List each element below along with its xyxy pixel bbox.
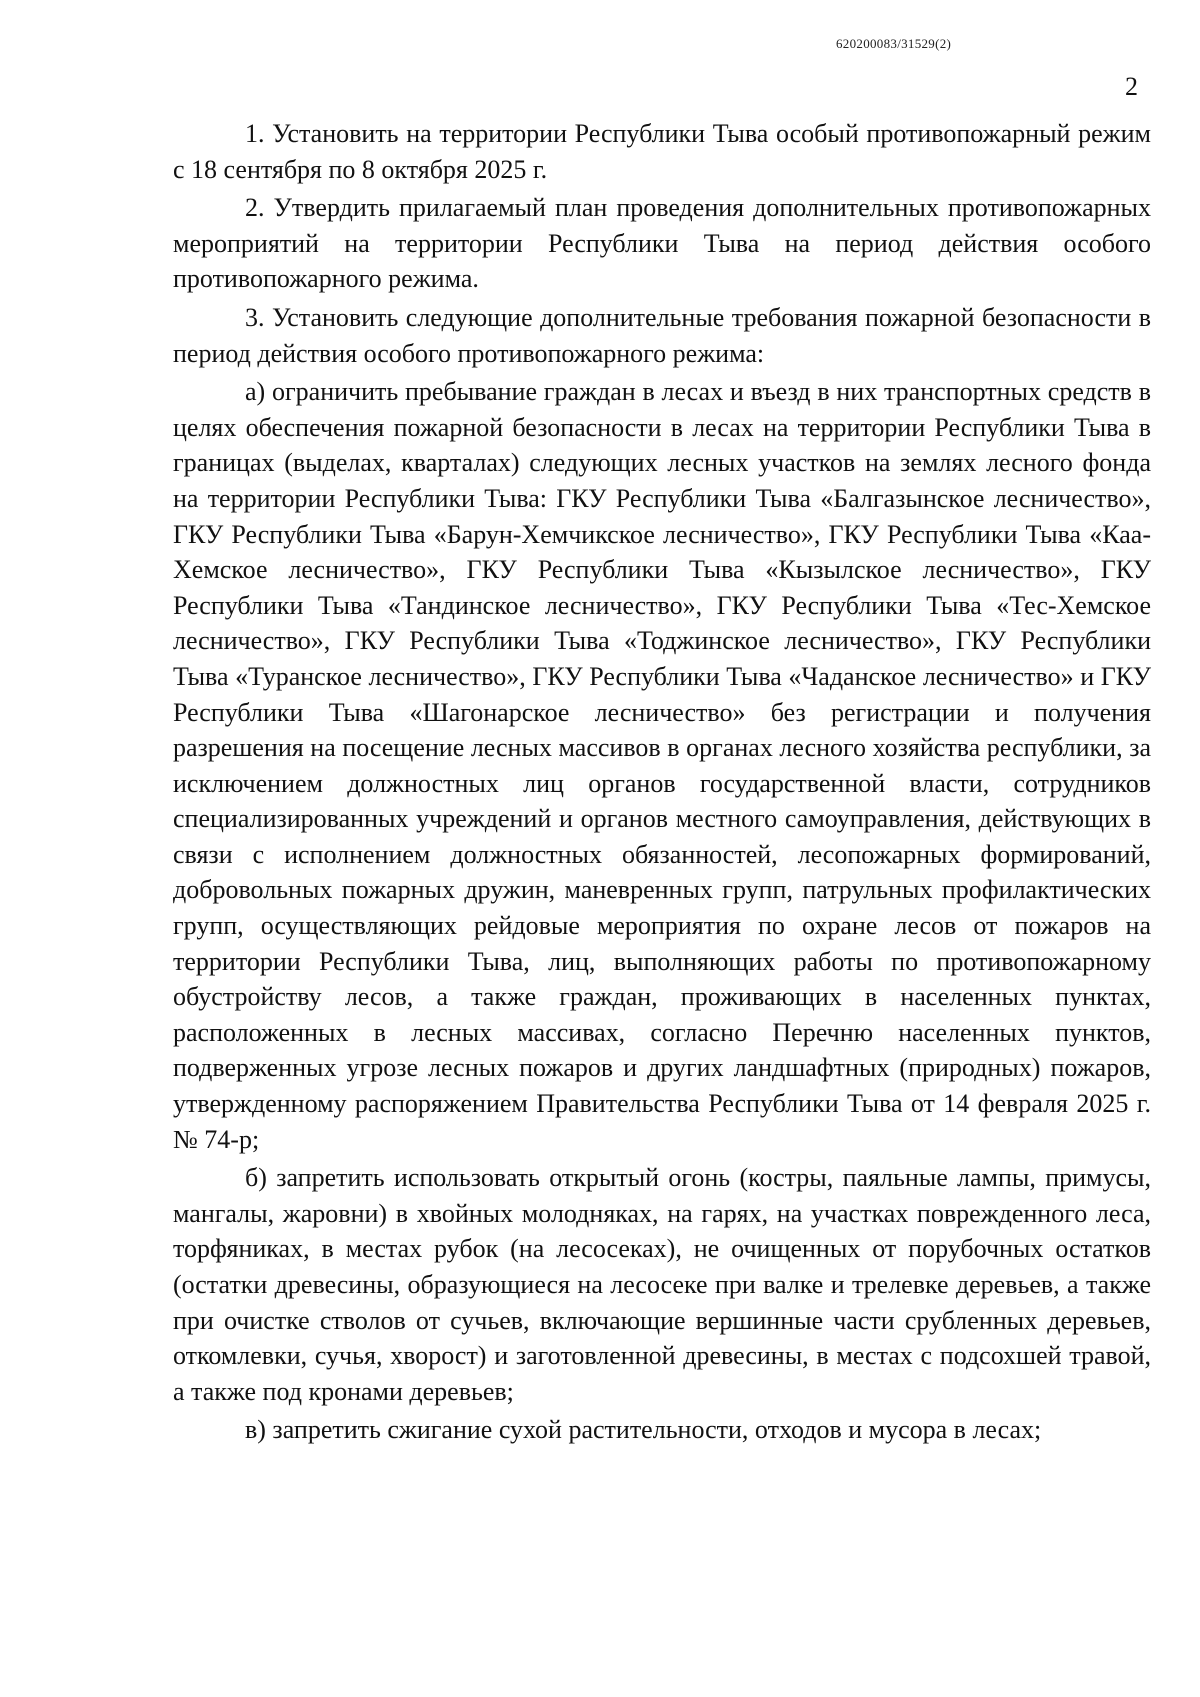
subparagraph-b-open-fire-ban: б) запретить использовать открытый огонь (костры, паяльные лампы, примусы, мангалы, жаровни) в хвойных молодняках, на гарях, на участках поврежденного леса, торфяниках, в местах рубок (на лесосеках), не очищенных от порубочных остатков (остатки древесины, образующиеся на лесосеке при валке и трелевке деревьев, а также при очистке стволов от сучьев, включающие вершинные части срубленных деревьев, откомлевки, сучья, хворост) и заготовленной древесины, в местах с подсохшей травой, а также под кронами деревьев;	[173, 1163, 1151, 1406]
subparagraph-v-burning-ban: в) запретить сжигание сухой растительности, отходов и мусора в лесах;	[245, 1415, 1042, 1445]
paragraph-2-plan-approval: 2. Утвердить прилагаемый план проведения дополнительных противопожарных мероприятий на территории Республики Тыва на период действия особого противопожарного режима.	[173, 193, 1151, 294]
subparagraph-a-forest-access: а) ограничить пребывание граждан в лесах и въезд в них транспортных средств в целях обеспечения пожарной безопасности в лесах на территории Республики Тыва в границах (выделах, кварталах) следующих лесных участков на землях лесного фонда на территории Республики Тыва: ГКУ Республики Тыва «Балгазынское лесничество», ГКУ Республики Тыва «Барун-Хемчикское лесничество», ГКУ Республики Тыва «Каа-Хемское лесничество», ГКУ Республики Тыва «Кызылское лесничество», ГКУ Республики Тыва «Тандинское лесничество», ГКУ Республики Тыва «Тес-Хемское лесничество», ГКУ Республики Тыва «Тоджинское лесничество», ГКУ Республики Тыва «Туранское лесничество», ГКУ Республики Тыва «Чаданское лесничество» и ГКУ Республики Тыва «Шагонарское лесничество» без регистрации и получения разрешения на посещение лесных массивов в органах лесного хозяйства республики, за исключением должностных лиц органов государственной власти, сотрудников специализированных учреждений и органов местного самоуправления, действующих в связи с исполнением должностных обязанностей, лесопожарных формирований, добровольных пожарных дружин, маневренных групп, патрульных профилактических групп, осуществляющих рейдовые мероприятия по охране лесов от пожаров на территории Республики Тыва, лиц, выполняющих работы по противопожарному обустройству лесов, а также граждан, проживающих в населенных пунктах, расположенных в лесных массивах, согласно Перечню населенных пунктов, подверженных угрозе лесных пожаров и других ландшафтных (природных) пожаров, утвержденному распоряжением Правительства Республики Тыва от 14 февраля 2025 г. № 74-р;	[173, 377, 1151, 1154]
page-number: 2	[1125, 72, 1138, 101]
document-registration-number: 620200083/31529(2)	[836, 36, 952, 51]
paragraph-3-additional-requirements: 3. Установить следующие дополнительные требования пожарной безопасности в период действия особого противопожарного режима:	[173, 302, 1151, 368]
document-body	[173, 116, 1151, 1451]
paragraph-1-fire-regime: 1. Установить на территории Республики Тыва особый противопожарный режим с 18 сентября по 8 октября 2025 г.	[173, 119, 1151, 184]
